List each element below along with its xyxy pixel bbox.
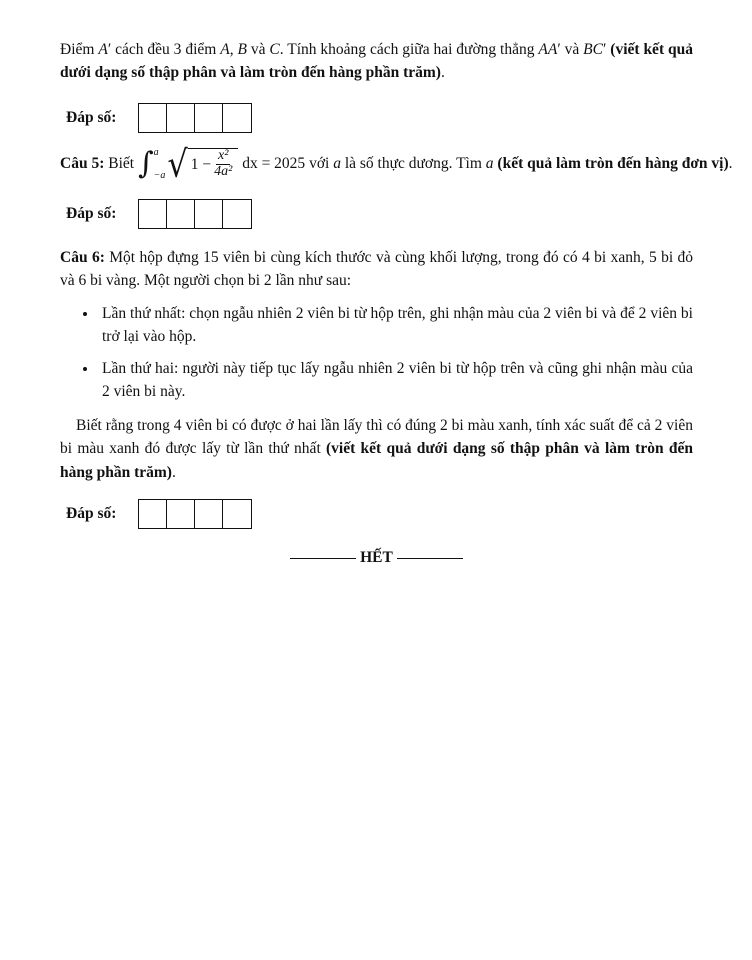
text: Biết rằng trong 4 viên bi có được ở hai lần lấy thì có đúng 2 bi màu xanh, tính xác suất để cả 2 viên bi màu xanh đó được lấy từ lần thứ nhất (60, 417, 693, 458)
text: với (305, 155, 334, 173)
text: ′ (107, 41, 112, 58)
instruction-bold: (viết kết quả dưới dạng số thập phân và làm tròn đến hàng phần trăm) (60, 440, 693, 481)
text: ′ (557, 41, 561, 58)
square-root (167, 142, 238, 186)
text: . (171, 463, 176, 481)
instruction-bold: (viết kết quả dưới dạng số thập phân và làm tròn đến hàng phần trăm) (60, 41, 693, 82)
upper-limit: a (153, 147, 159, 158)
answer-box[interactable] (139, 200, 167, 228)
answer-row-5 (60, 198, 252, 230)
radicand (188, 148, 239, 179)
end-text: HẾT (360, 549, 393, 566)
answer-box[interactable] (195, 104, 223, 132)
divider (397, 558, 463, 559)
answer-box[interactable] (223, 500, 251, 528)
text: cách đều 3 điểm (111, 41, 221, 58)
lower-limit: −a (153, 170, 166, 181)
answer-box[interactable] (195, 500, 223, 528)
text: A (220, 41, 230, 58)
answer-label: Đáp số: (66, 109, 117, 127)
list-item: • Lần thứ nhất: chọn ngẫu nhiên 2 viên bi từ hộp trên, ghi nhận màu của 2 viên bi và để 2 viên bi trở lại vào hộp. (98, 302, 693, 349)
text: , (229, 41, 238, 58)
answer-box[interactable] (223, 200, 251, 228)
text: A (98, 41, 108, 58)
text: BC (583, 41, 603, 58)
question-label: Câu 5: (60, 155, 105, 173)
radical-sign: √ (167, 142, 188, 186)
answer-box[interactable] (167, 500, 195, 528)
text: 1 − (190, 155, 212, 173)
text: và (560, 41, 584, 58)
text: . (728, 155, 733, 173)
text: AA (538, 41, 558, 58)
text: a (333, 155, 341, 173)
answer-label: Đáp số: (66, 205, 117, 223)
answer-row-4 (60, 102, 252, 134)
integral-sign: ∫ (137, 146, 154, 181)
integral-expression (137, 142, 306, 186)
text: B (237, 41, 247, 58)
text: Điểm (60, 41, 99, 58)
answer-boxes[interactable] (138, 103, 252, 133)
text: là số thực dương. Tìm (340, 155, 486, 173)
instruction-bold: (kết quả làm tròn đến hàng đơn vị) (497, 155, 729, 173)
text: . Tính khoảng cách giữa hai đường thẳng (279, 41, 539, 58)
text: dx = 2025 (238, 155, 306, 173)
divider (290, 558, 356, 559)
question-6-paragraph (60, 414, 693, 484)
answer-boxes[interactable] (138, 199, 252, 229)
text: a (485, 155, 494, 173)
fraction (214, 149, 232, 179)
text: . (440, 64, 445, 82)
answer-box[interactable] (167, 104, 195, 132)
answer-label: Đáp số: (66, 505, 117, 523)
choice-list (60, 302, 693, 403)
question-5 (60, 142, 733, 186)
question-text: Một hộp đựng 15 viên bi cùng kích thước và cùng khối lượng, trong đó có 4 bi xanh, 5 bi đỏ và 6 bi vàng. Một người chọn bi 2 lần như sau: (60, 249, 693, 290)
list-item: • Lần thứ hai: người này tiếp tục lấy ngẫu nhiên 2 viên bi từ hộp trên và cũng ghi nhận màu của 2 viên bi này. (98, 357, 693, 404)
integral-limits (154, 146, 166, 182)
denominator: 4a² (214, 164, 233, 179)
answer-box[interactable] (139, 500, 167, 528)
numerator: x² (218, 148, 229, 164)
question-label: Câu 6: (60, 249, 105, 266)
text: C (269, 41, 280, 58)
question-6 (60, 246, 693, 293)
end-marker (60, 546, 693, 569)
text: Biết (104, 155, 138, 173)
answer-box[interactable] (223, 104, 251, 132)
answer-box[interactable] (167, 200, 195, 228)
text: và (246, 41, 270, 58)
answer-box[interactable] (139, 104, 167, 132)
answer-box[interactable] (195, 200, 223, 228)
text: ′ (602, 41, 607, 58)
intro-paragraph (60, 38, 693, 85)
answer-row-6 (60, 498, 252, 530)
answer-boxes[interactable] (138, 499, 252, 529)
